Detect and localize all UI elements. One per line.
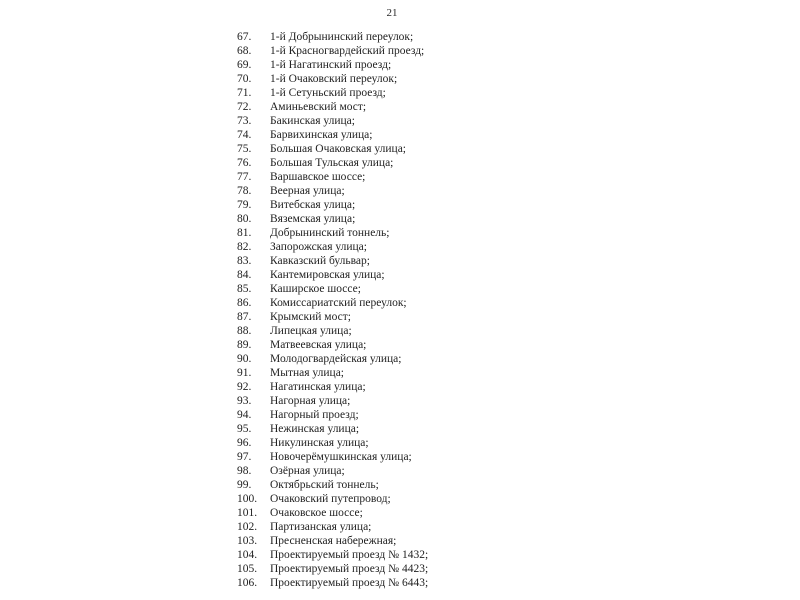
list-item [237,520,667,534]
list-item-number: 79. [237,199,252,211]
list-item-text: Добрынинский тоннель; [270,227,390,239]
list-item-text: Молодогвардейская улица; [270,353,402,365]
list-item [237,436,667,450]
list-item-text: Вяземская улица; [270,213,356,225]
list-item [237,338,667,352]
street-list [237,30,667,590]
list-item-number: 100. [237,493,258,505]
list-item [237,44,667,58]
list-item-text: Проектируемый проезд № 4423; [270,563,429,575]
list-item-number: 85. [237,283,252,295]
list-item [237,352,667,366]
list-item [237,100,667,114]
list-item-number: 84. [237,269,252,281]
list-item-text: Барвихинская улица; [270,129,373,141]
list-item [237,30,667,44]
list-item [237,296,667,310]
list-item-text: Аминьевский мост; [270,101,367,113]
list-item [237,478,667,492]
list-item-text: Очаковское шоссе; [270,507,363,519]
list-item-number: 92. [237,381,252,393]
list-item [237,142,667,156]
list-item-text: Нагорная улица; [270,395,351,407]
list-item-number: 93. [237,395,252,407]
list-item [237,562,667,576]
list-item-text: Запорожская улица; [270,241,367,253]
list-item [237,506,667,520]
list-item-text: Витебская улица; [270,199,356,211]
list-item [237,450,667,464]
list-item [237,198,667,212]
list-item-text: 1-й Очаковский переулок; [270,73,398,85]
list-item-text: 1-й Добрынинский переулок; [270,31,414,43]
list-item [237,282,667,296]
list-item-text: Проектируемый проезд № 1432; [270,549,429,561]
list-item-number: 104. [237,549,258,561]
list-item-text: Комиссариатский переулок; [270,297,407,309]
list-item-text: Крымский мост; [270,311,351,323]
list-item [237,408,667,422]
list-item-text: Липецкая улица; [270,325,352,337]
list-item-number: 95. [237,423,252,435]
list-item-text: Большая Тульская улица; [270,157,394,169]
list-item [237,324,667,338]
list-item [237,170,667,184]
page-number: 21 [386,7,398,19]
list-item-text: Каширское шоссе; [270,283,361,295]
list-item [237,394,667,408]
list-item-number: 71. [237,87,252,99]
list-item-text: Большая Очаковская улица; [270,143,406,155]
list-item-text: Матвеевская улица; [270,339,367,351]
list-item-text: Варшавское шоссе; [270,171,366,183]
list-item [237,380,667,394]
list-item [237,184,667,198]
list-item-text: Октябрьский тоннель; [270,479,379,491]
list-item-number: 75. [237,143,252,155]
list-item [237,128,667,142]
list-item [237,156,667,170]
list-item-number: 76. [237,157,252,169]
list-item [237,576,667,590]
list-item-text: Нагатинская улица; [270,381,366,393]
list-item-number: 88. [237,325,252,337]
list-item-number: 103. [237,535,258,547]
list-item [237,86,667,100]
list-item-text: Мытная улица; [270,367,344,379]
list-item-text: Новочерёмушкинская улица; [270,451,412,463]
list-item-number: 99. [237,479,252,491]
list-item-text: Нагорный проезд; [270,409,359,421]
list-item-text: Партизанская улица; [270,521,372,533]
list-item-number: 67. [237,31,252,43]
list-item-number: 87. [237,311,252,323]
list-item-text: Озёрная улица; [270,465,345,477]
list-item-number: 106. [237,577,258,589]
list-item [237,310,667,324]
list-item [237,464,667,478]
list-item-number: 68. [237,45,252,57]
list-item-text: 1-й Красногвардейский проезд; [270,45,425,57]
list-item [237,212,667,226]
list-item-text: Никулинская улица; [270,437,369,449]
list-item-text: Проектируемый проезд № 6443; [270,577,429,589]
list-item-number: 83. [237,255,252,267]
list-item-number: 89. [237,339,252,351]
list-item-text: Веерная улица; [270,185,345,197]
list-item-number: 96. [237,437,252,449]
list-item-text: Кавказский бульвар; [270,255,370,267]
list-item [237,240,667,254]
list-item-number: 69. [237,59,252,71]
list-item-text: 1-й Нагатинский проезд; [270,59,392,71]
list-item [237,226,667,240]
list-item [237,72,667,86]
list-item [237,58,667,72]
list-item-text: Очаковский путепровод; [270,493,391,505]
list-item-number: 81. [237,227,252,239]
list-item-text: Нежинская улица; [270,423,360,435]
list-item [237,548,667,562]
list-item-text: 1-й Сетуньский проезд; [270,87,386,99]
list-item-number: 105. [237,563,258,575]
list-item-text: Пресненская набережная; [270,535,397,547]
list-item-number: 82. [237,241,252,253]
list-item-text: Кантемировская улица; [270,269,385,281]
list-item-number: 97. [237,451,252,463]
list-item-text: Бакинская улица; [270,115,355,127]
list-item-number: 74. [237,129,252,141]
list-item-number: 73. [237,115,252,127]
list-item-number: 72. [237,101,252,113]
list-item-number: 77. [237,171,252,183]
list-item-number: 91. [237,367,252,379]
list-item-number: 78. [237,185,252,197]
list-item [237,366,667,380]
list-item-number: 70. [237,73,252,85]
list-item-number: 98. [237,465,252,477]
list-item [237,534,667,548]
list-item-number: 86. [237,297,252,309]
list-item [237,422,667,436]
list-item-number: 101. [237,507,258,519]
list-item-number: 90. [237,353,252,365]
list-item [237,492,667,506]
list-item [237,268,667,282]
list-item-number: 80. [237,213,252,225]
list-item [237,114,667,128]
list-item-number: 102. [237,521,258,533]
list-item-number: 94. [237,409,252,421]
list-item [237,254,667,268]
